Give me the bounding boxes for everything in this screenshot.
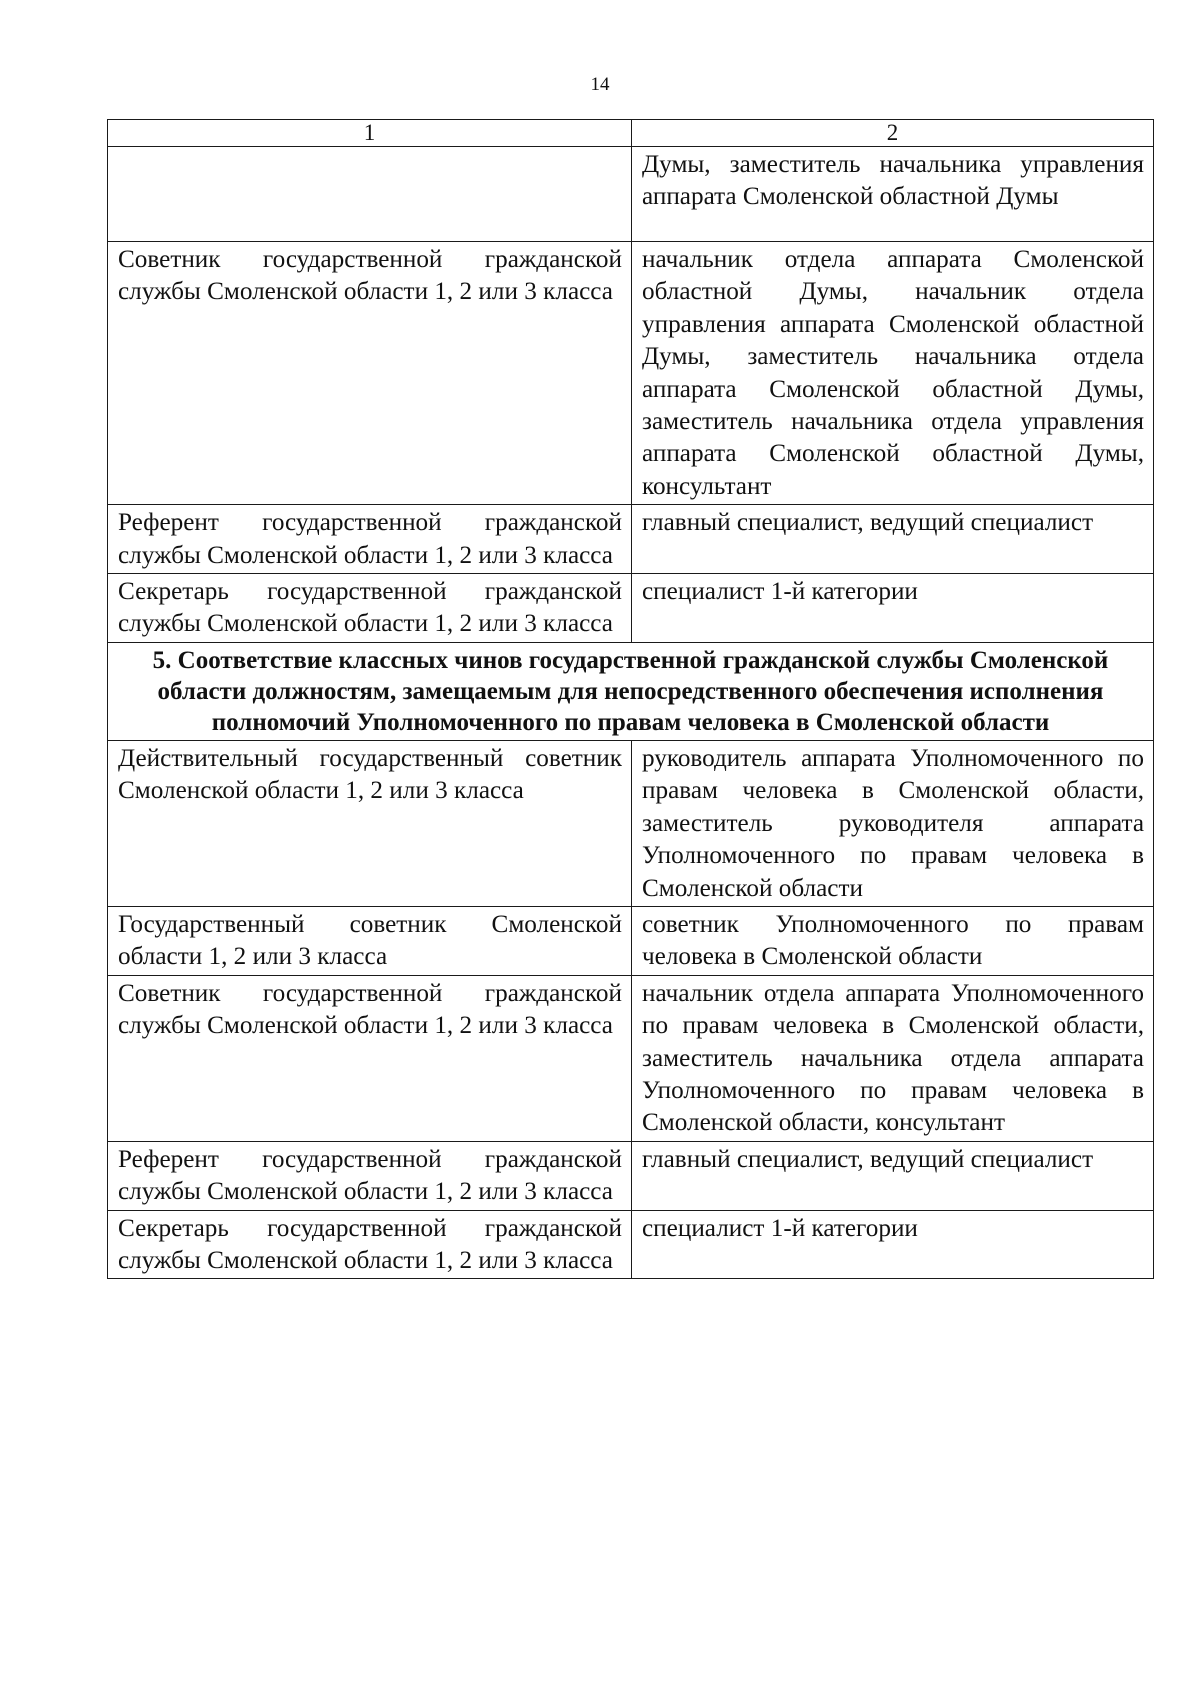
ranks-table <box>107 119 1154 1279</box>
rank-cell: Секретарь государственной гражданской службы Смоленской области 1, 2 или 3 класса <box>108 574 632 643</box>
table-row <box>108 1141 1154 1210</box>
table-row <box>108 242 1154 505</box>
table-row <box>108 147 1154 242</box>
table-row <box>108 906 1154 975</box>
rank-cell: Секретарь государственной гражданской службы Смоленской области 1, 2 или 3 класса <box>108 1210 632 1279</box>
rank-cell <box>108 147 632 242</box>
column-number-2: 2 <box>632 120 1154 147</box>
positions-cell: начальник отдела аппарата Смоленской областной Думы, начальник отдела управления аппарата Смоленской областной Думы, заместитель начальника отдела аппарата Смоленской областной Думы, заместитель начальника отдела управления аппарата Смоленской областной Думы, консультант <box>632 242 1154 505</box>
rank-cell: Референт государственной гражданской службы Смоленской области 1, 2 или 3 класса <box>108 505 632 574</box>
rank-cell: Действительный государственный советник Смоленской области 1, 2 или 3 класса <box>108 740 632 906</box>
positions-cell: Думы, заместитель начальника управления аппарата Смоленской областной Думы <box>632 147 1154 242</box>
positions-cell: главный специалист, ведущий специалист <box>632 1141 1154 1210</box>
rank-cell: Советник государственной гражданской службы Смоленской области 1, 2 или 3 класса <box>108 975 632 1141</box>
rank-cell: Референт государственной гражданской службы Смоленской области 1, 2 или 3 класса <box>108 1141 632 1210</box>
positions-cell: советник Уполномоченного по правам человека в Смоленской области <box>632 906 1154 975</box>
table-row <box>108 1210 1154 1279</box>
table-row <box>108 574 1154 643</box>
positions-cell: руководитель аппарата Уполномоченного по правам человека в Смоленской области, заместитель руководителя аппарата Уполномоченного по правам человека в Смоленской области <box>632 740 1154 906</box>
table-row <box>108 975 1154 1141</box>
positions-cell: специалист 1-й категории <box>632 1210 1154 1279</box>
table-row <box>108 505 1154 574</box>
positions-cell: специалист 1-й категории <box>632 574 1154 643</box>
page-number: 14 <box>590 74 610 95</box>
positions-cell: начальник отдела аппарата Уполномоченного по правам человека в Смоленской области, заместитель начальника отдела аппарата Уполномоченного по правам человека в Смоленской области, консультант <box>632 975 1154 1141</box>
positions-cell: главный специалист, ведущий специалист <box>632 505 1154 574</box>
section-title: 5. Соответствие классных чинов государственной гражданской службы Смоленской области должностям, замещаемым для непосредственного обеспечения исполнения полномочий Уполномоченного по правам человека в Смоленской области <box>108 642 1154 740</box>
rank-cell: Советник государственной гражданской службы Смоленской области 1, 2 или 3 класса <box>108 242 632 505</box>
table-header-row <box>108 120 1154 147</box>
column-number-1: 1 <box>108 120 632 147</box>
rank-cell: Государственный советник Смоленской области 1, 2 или 3 класса <box>108 906 632 975</box>
table-row <box>108 740 1154 906</box>
section-row <box>108 642 1154 740</box>
